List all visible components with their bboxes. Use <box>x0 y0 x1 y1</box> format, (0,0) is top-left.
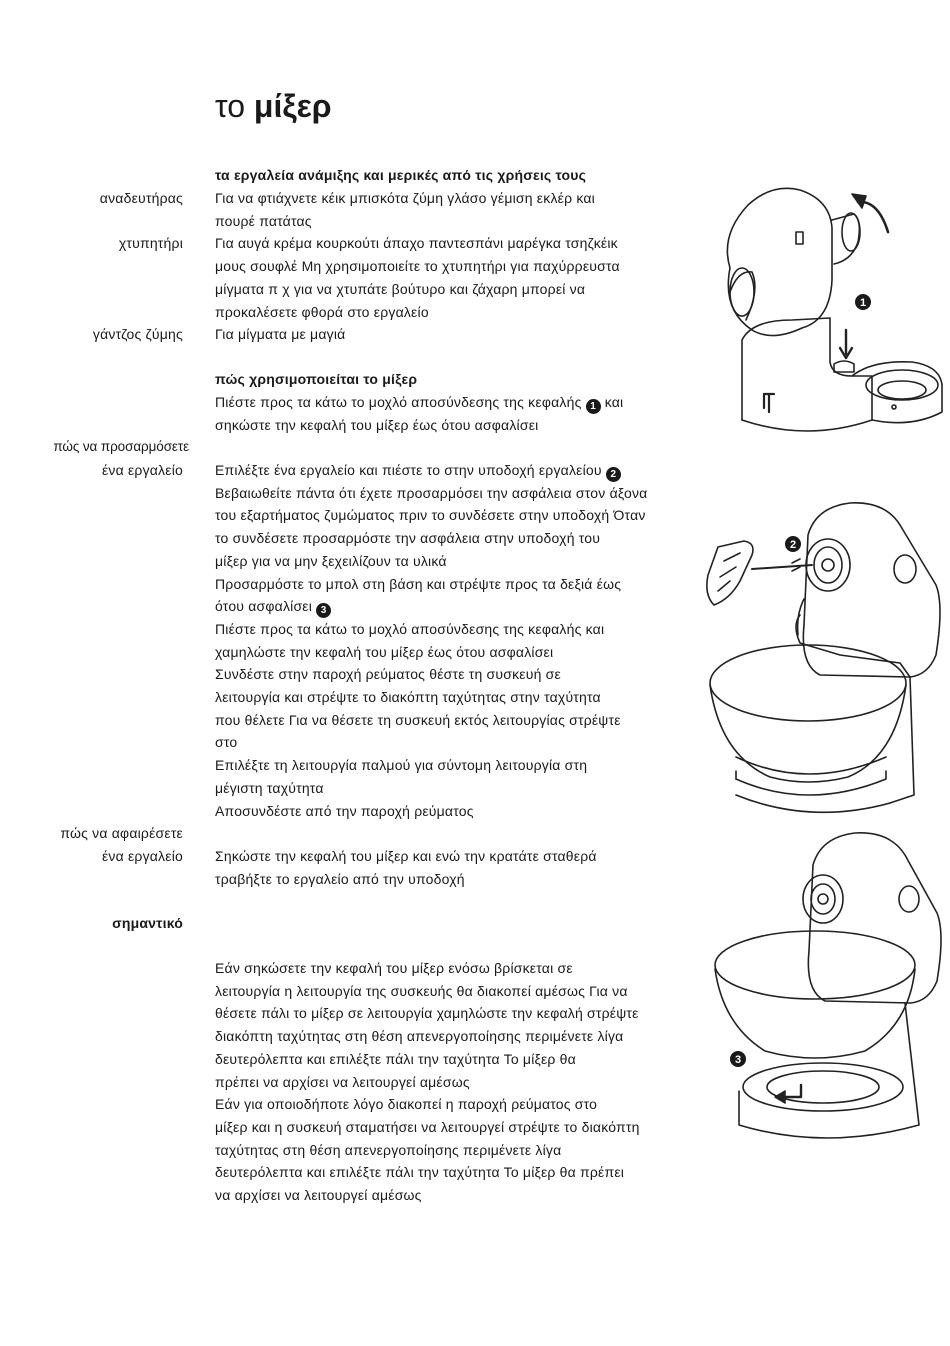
text-line: Συνδέστε στην παροχή ρεύματος θέστε τη συσκευή σε <box>215 666 561 683</box>
section-heading-usage: πώς χρησιμοποιείται το μίξερ <box>215 371 418 387</box>
label-how-to-remove-2: ένα εργαλείο <box>101 847 183 864</box>
text-line: μίγματα π χ για να χτυπάτε βούτυρο και ζάχαρη μπορεί να <box>215 280 586 297</box>
marker-1-icon: 1 <box>859 297 867 309</box>
marker-1-icon: 1 <box>586 399 601 414</box>
text-line: δευτερόλεπτα και επιλέξτε πάλι την ταχύτητα Το μίξερ θα πρέπει <box>215 1164 625 1181</box>
label-how-to-attach-1: πώς να προσαρμόσετε <box>53 439 189 455</box>
text-segment: Πιέστε προς τα κάτω το μοχλό αποσύνδεσης της κεφαλής <box>215 394 582 410</box>
text-line: μέγιστη ταχύτητα <box>215 779 324 796</box>
marker-3-icon: 3 <box>734 1054 742 1066</box>
text-line: Για αυγά κρέμα κουρκούτι άπαχο παντεσπάνι μαρέγκα τσηζκέικ <box>215 235 618 252</box>
mixer-bowl-locking-icon <box>705 825 945 1150</box>
text-line: δευτερόλεπτα και επιλέξτε πάλι την ταχύτητα Το μίξερ θα <box>215 1050 576 1067</box>
text-line: Προσαρμόστε το μπολ στη βάση και στρέψτε προς τα δεξιά έως <box>215 575 622 592</box>
text-line: ταχύτητας στη θέση απενεργοποίησης περιμένετε λίγα <box>215 1141 562 1158</box>
text-line: Εάν για οποιοδήποτε λόγο διακοπεί η παροχή ρεύματος στο <box>215 1096 598 1113</box>
text-line: στο <box>215 734 238 751</box>
text-line: το συνδέσετε προσαρμόστε την ασφάλεια στην υποδοχή του <box>215 530 601 547</box>
text-segment: και <box>604 394 624 410</box>
text-line: προκαλέσετε φθορά στο εργαλείο <box>215 303 429 320</box>
label-dough-hook: γάντζος ζύμης <box>92 326 183 343</box>
label-how-to-remove-1: πώς να αφαιρέσετε <box>60 825 183 842</box>
text-line: Για να φτιάχνετε κέικ μπισκότα ζύμη γλάσο γέμιση εκλέρ και <box>215 190 595 206</box>
section-heading-tools: τα εργαλεία ανάμιξης και μερικές από τις χρήσεις τους <box>215 167 587 183</box>
text-line: πουρέ πατάτας <box>215 212 312 229</box>
text-line: σηκώστε την κεφαλή του μίξερ έως ότου ασφαλίσει <box>215 416 539 433</box>
page-title <box>215 86 332 126</box>
title-prefix: το <box>215 88 245 124</box>
label-whisk: χτυπητήρι <box>118 235 183 252</box>
text-line: θέσετε πάλι το μίξερ σε λειτουργία χαμηλώστε την κεφαλή στρέψτε <box>215 1005 639 1022</box>
text-line: Αποσυνδέστε από την παροχή ρεύματος <box>215 802 474 819</box>
text-line <box>215 595 331 618</box>
label-how-to-attach-2: ένα εργαλείο <box>101 462 183 478</box>
text-line: Βεβαιωθείτε πάντα ότι έχετε προσαρμόσει την ασφάλεια στον άξονα <box>215 484 648 501</box>
text-line: Πιέστε προς τα κάτω το μοχλό αποσύνδεσης της κεφαλής και <box>215 620 605 637</box>
marker-2-icon: 2 <box>789 539 797 551</box>
label-important: σημαντικό <box>112 915 183 931</box>
text-line: χαμηλώστε την κεφαλή του μίξερ έως ότου ασφαλίσει <box>215 643 554 660</box>
title-main: μίξερ <box>253 88 332 124</box>
text-line <box>215 459 621 482</box>
text-line: Σηκώστε την κεφαλή του μίξερ και ενώ την κρατάτε σταθερά <box>215 847 597 864</box>
text-line: λειτουργία η λειτουργία της συσκευής θα διακοπεί αμέσως Για να <box>215 982 628 999</box>
text-line: λειτουργία και στρέψτε το διακόπτη ταχύτητας στην ταχύτητα <box>215 689 601 705</box>
marker-2-icon: 2 <box>606 467 621 482</box>
text-line: Για μίγματα με μαγιά <box>215 326 346 343</box>
text-line <box>215 391 623 414</box>
mixer-head-raised-icon <box>712 180 947 445</box>
text-line: διακόπτη ταχύτητας στη θέση απενεργοποίησης περιμένετε λίγα <box>215 1028 624 1045</box>
text-line: μίξερ για να μην ξεχειλίζουν τα υλικά <box>215 552 447 569</box>
text-line: τραβήξτε το εργαλείο από την υποδοχή <box>215 870 465 887</box>
text-line: του εξαρτήματος ζυμώματος πριν το συνδέσετε στην υποδοχή Όταν <box>215 507 646 524</box>
marker-3-icon: 3 <box>316 603 331 618</box>
text-segment: ότου ασφαλίσει <box>215 598 313 615</box>
text-line: να αρχίσει να λειτουργεί αμέσως <box>215 1187 422 1203</box>
text-segment: Επιλέξτε ένα εργαλείο και πιέστε το στην υποδοχή εργαλείου <box>215 462 602 478</box>
text-line: πρέπει να αρχίσει να λειτουργεί αμέσως <box>215 1073 470 1090</box>
label-beater: αναδευτήρας <box>99 190 183 206</box>
text-line: μίξερ και η συσκευή σταματήσει να λειτουργεί στρέψτε το διακόπτη <box>215 1118 640 1135</box>
text-line: Εάν σηκώσετε την κεφαλή του μίξερ ενόσω βρίσκεται σε <box>215 960 573 976</box>
text-line: μους σουφλέ Μη χρησιμοποιείτε το χτυπητήρι για παχύρρευστα <box>215 258 620 275</box>
text-line: Επιλέξτε τη λειτουργία παλμού για σύντομη λειτουργία στη <box>215 757 588 774</box>
mixer-attach-tool-icon <box>700 495 945 820</box>
text-line: που θέλετε Για να θέσετε τη συσκευή εκτός λειτουργίας στρέψτε <box>215 711 621 728</box>
